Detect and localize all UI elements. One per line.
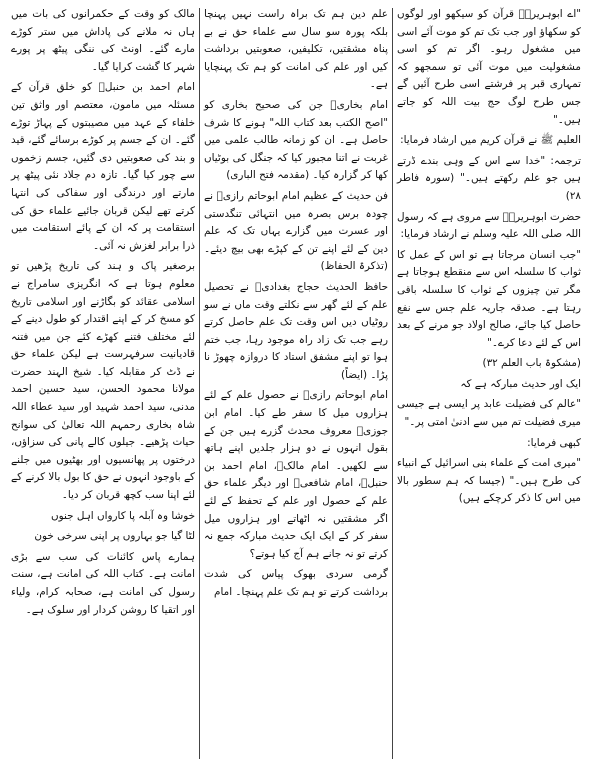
paragraph: امام احمد بن حنبلؒ کو خلق قرآن کے مسئلہ میں مامون، معتصم اور واثق تین خلفاء کے عہد میں مصیبتوں کے پہاڑ توڑے گئے۔ ان کے جسم پر کوڑے برسائے گئے، قید و بند کی صعوبتیں دی گئیں، جسم زخموں سے چور کیا گیا۔ تازہ دم جلاد نئی پیٹھ پر مارتے اور درندگی اور سفاکی کی انتہا کرتے تھے لیکن قربان جائیے علماء حق کی استقامت پر کہ ان کے پائے استقامت میں ذرا برابر لغزش نہ آئی۔ [11, 81, 195, 252]
paragraph: کبھی فرمایا: [527, 436, 581, 449]
paragraph: برصغیر پاک و ہند کی تاریخ پڑھیں تو معلوم ہوتا ہے کہ انگریزی سامراج نے اسلامی عقائد کو بگاڑنے اور اسلامی تاریخ کو مسخ کر کے اپنے اقتدار کو طول دینے کے لئے مختلف فتنے کھڑے کئے جن میں فتنہ قادیانیت سرفہرست ہے لیکن علماء حق نے ڈٹ کر مقابلہ کیا۔ شیخ الہند حضرت مولانا محمود الحسن، سید حسین احمد مدنی، سید احمد شہید اور سید عطاء اللہ شاہ بخاری رحمہم اللہ تعالیٰ کی سوانح حیات پڑھیے۔ جیلوں کالے پانی کی سزاؤں، درختوں پر پھانسیوں اور بھٹیوں میں جلنے کے باوجود انہوں نے حق کا بول بالا کرنے کے لئے اپنا سب کچھ قربان کر دیا۔ [11, 260, 195, 502]
paragraph: ترجمہ: "خدا سے اس کے وہی بندے ڈرتے ہیں جو علم رکھتے ہیں۔" (سورہ فاطر ۲۸) [397, 154, 581, 202]
paragraph: "جب انسان مرجاتا ہے تو اس کے عمل کا ثواب کا سلسلہ اس سے منقطع ہوجاتا ہے مگر تین چیزوں کے ثواب کا سلسلہ باقی رہتا ہے۔ صدقہ جاریہ علم جس سے نفع حاصل کیا جائے، صالح اولاد جو مرنے کے بعد اس کے لئے دعا کرے۔" [397, 248, 581, 349]
verse-line: لٹا گیا جو بہاروں پر اپنی سرخی خون [34, 530, 195, 543]
paragraph: مالک کو وقت کے حکمرانوں کی بات میں ہاں نہ ملانے کی پاداش میں ستر کوڑے مارے گئے۔ اونٹ کی ننگی پیٹھ پر پورے شہر کا گشت کرایا گیا۔ [11, 8, 195, 73]
column-right [394, 6, 584, 761]
paragraph: حافظ الحدیث حجاج بغدادیؒ نے تحصیل علم کے لئے گھر سے نکلتے وقت ماں نے سو روٹیاں دیں اس وقت تک علم حاصل کرتے رہے جب تک زاد راہ موجود رہا، جب ختم ہوا تو اپنے مشفق استاد کا دروازہ چھوڑ نا پڑا۔ (ایضاً) [204, 280, 388, 381]
paragraph: فن حدیث کے عظیم امام ابوحاتم رازیؒ نے چودہ برس بصرہ میں انتہائی تنگدستی اور عسرت میں گزارے یہاں تک کہ علم دین کے لئے اپنے تن کے کپڑے بھی بیچ دیئے۔ (تذکرۃ الحفاظ) [204, 189, 388, 273]
paragraph: (مشکوۃ باب العلم ۳۲) [482, 357, 581, 370]
column-divider [199, 8, 200, 759]
paragraph: "میری امت کے علماء بنی اسرائیل کے انبیاء کی طرح ہیں۔" (جیسا کہ ہم سطور بالا میں اس کا ذکر کرچکے ہیں) [397, 457, 581, 505]
paragraph: "اے ابوہریرہؓ قرآن کو سیکھو اور لوگوں کو سکھاؤ اور جب تک تم کو موت آئے اسی میں مشغول رہو۔ اگر تم کو اسی مشغولیت میں موت آئی تو سمجھو کہ تمہاری قبر پر فرشتے اسی طرح آئیں گے جس طرح لوگ حج بیت اللہ کو جاتے ہیں۔" [397, 8, 581, 126]
paragraph: ہمارے پاس کائنات کی سب سے بڑی امانت ہے۔ کتاب اللہ کی امانت ہے، سنت رسول کی امانت ہے، صحابہ کرام، ولیاء اور اتقیا کا روشن کردار اور سلوک ہے۔ [11, 550, 195, 616]
verse-line: خوشا وہ آبلہ پا کارواں اہل جنوں [50, 509, 195, 522]
paragraph: علم دین ہم تک براہ راست نہیں پہنچا بلکہ پورہ سو سال سے علماء حق نے بے پناہ مشقتیں، تکلیفیں، صعوبتیں برداشت کیں اور علم کی امانت کو ہم تک پہنچایا ہے۔ [204, 8, 388, 91]
paragraph: گرمی سردی بھوک پیاس کی شدت برداشت کرتے تو ہم تک علم پہنچا۔ امام [204, 568, 388, 598]
paragraph: ایک اور حدیث مبارکہ ہے کہ [460, 377, 581, 390]
column-divider [392, 8, 393, 759]
column-middle [201, 6, 391, 761]
paragraph: حضرت ابوہریرہؓ سے مروی ہے کہ رسول اللہ صلی اللہ علیہ وسلم نے ارشاد فرمایا: [397, 210, 581, 241]
paragraph: امام بخاریؒ جن کی صحیح بخاری کو "اصح الکتب بعد کتاب اللہ" ہونے کا شرف حاصل ہے۔ ان کو زمانہ طالب علمی میں غربت نے اتنا مجبور کیا کہ جنگل کی بوٹیاں کھا کر گزارہ کیا۔ (مقدمہ فتح الباری) [204, 98, 388, 182]
column-left [8, 6, 198, 761]
paragraph: "عالم کی فضیلت عابد پر ایسی ہے جیسی میری فضیلت تم میں سے ادنیٰ امتی پر۔" [397, 398, 581, 429]
paragraph: امام ابوحاتم رازیؒ نے حصول علم کے لئے ہزاروں میل کا سفر طے کیا۔ امام ابن جوزیؒ معروف محدث گزرے ہیں جن کے بقول انہوں نے دو ہزار جلدیں اپنے ہاتھ سے لکھیں۔ امام مالکؒ، امام احمد بن حنبلؒ، امام شافعیؒ اور دیگر علماء حق علم کے حصول اور علم کے تحفظ کے لئے اگر مشقتیں نہ اٹھاتے اور ہزاروں میل سفر کر کے ایک ایک حدیث مبارکہ جمع نہ کرتے تو نہ جانے ہم آج کیا ہوتے؟ [204, 389, 388, 560]
three-column-text [6, 6, 584, 761]
paragraph: العلیم ﷺ نے قرآن کریم میں ارشاد فرمایا: [400, 134, 581, 147]
